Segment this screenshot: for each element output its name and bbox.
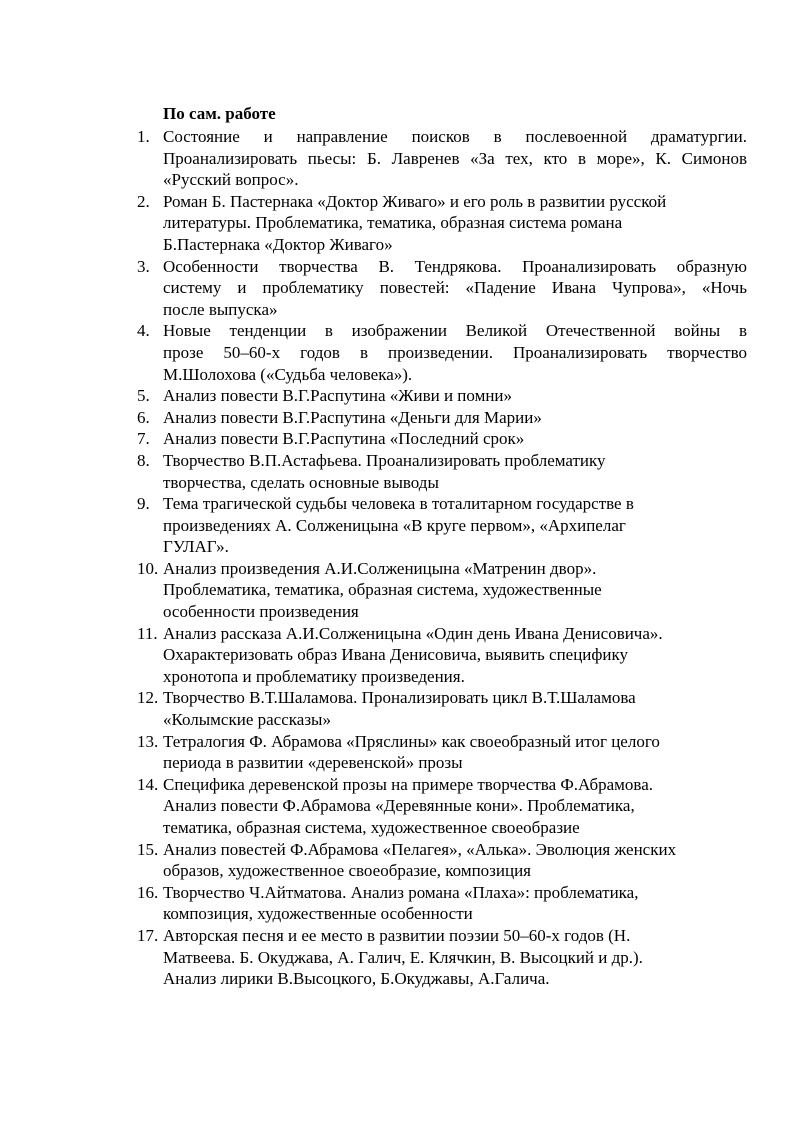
list-item bbox=[137, 774, 747, 839]
item-text-line: Б.Пастернака «Доктор Живаго» bbox=[163, 234, 393, 254]
list-item bbox=[137, 882, 747, 925]
item-text-line: Состояние и направление поисков в послевоенной драматургии. bbox=[163, 127, 747, 146]
item-text-line: Охарактеризовать образ Ивана Денисовича, выявить специфику bbox=[163, 645, 629, 665]
item-text-line: особенности произведения bbox=[163, 602, 359, 622]
item-text-line: Анализ рассказа А.И.Солженицына «Один день Ивана Денисовича». bbox=[163, 623, 663, 643]
item-text-line: Анализ повести Ф.Абрамова «Деревянные кони». Проблематика, bbox=[163, 796, 635, 816]
item-text-line: М.Шолохова («Судьба человека»). bbox=[163, 364, 413, 384]
list-item bbox=[137, 687, 747, 730]
item-text-line: произведениях А. Солженицына «В круге первом», «Архипелаг bbox=[163, 515, 626, 535]
item-number: 14. bbox=[137, 774, 159, 794]
item-text-line: «Русский вопрос». bbox=[163, 170, 299, 190]
list-item bbox=[137, 126, 747, 191]
item-number: 1. bbox=[137, 127, 150, 146]
item-text-line: литературы. Проблематика, тематика, образная система романа bbox=[163, 213, 623, 233]
item-text-line: Проанализировать пьесы: Б. Лавренев «За тех, кто в море», К. Симонов bbox=[163, 148, 747, 168]
item-text-line: Особенности творчества В. Тендрякова. Проанализировать образную bbox=[163, 256, 747, 276]
list-item bbox=[137, 450, 747, 493]
item-number: 7. bbox=[137, 429, 150, 449]
item-number: 17. bbox=[137, 925, 159, 945]
item-text-line: прозе 50–60-х годов в произведении. Проанализировать творчество bbox=[163, 342, 747, 362]
item-number: 4. bbox=[137, 321, 150, 341]
list-item bbox=[137, 428, 747, 450]
item-text-line: Тема трагической судьбы человека в тоталитарном государстве в bbox=[163, 494, 634, 514]
item-number: 5. bbox=[137, 386, 150, 406]
item-text-line: Специфика деревенской прозы на примере творчества Ф.Абрамова. bbox=[163, 774, 654, 794]
item-number: 2. bbox=[137, 191, 150, 211]
list-item bbox=[137, 191, 747, 256]
item-text-line: ГУЛАГ». bbox=[163, 537, 229, 557]
list-item bbox=[137, 256, 747, 321]
item-text-line: Проблематика, тематика, образная система, художественные bbox=[163, 580, 602, 600]
item-text-line: Авторская песня и ее место в развитии поэзии 50–60-х годов (Н. bbox=[163, 925, 631, 945]
list-item bbox=[137, 623, 747, 688]
item-text-line: Анализ повестей Ф.Абрамова «Пелагея», «Алька». Эволюция женских bbox=[163, 839, 677, 859]
list-item bbox=[137, 493, 747, 558]
item-number: 11. bbox=[137, 623, 158, 643]
item-text-line: образов, художественное своеобразие, композиция bbox=[163, 861, 531, 881]
item-text-line: композиция, художественные особенности bbox=[163, 904, 473, 924]
item-text-line: тематика, образная система, художественное своеобразие bbox=[163, 818, 580, 837]
item-text-line: Анализ произведения А.И.Солженицына «Матренин двор». bbox=[163, 558, 597, 578]
topic-list bbox=[137, 126, 747, 990]
page-heading: По сам. работе bbox=[163, 104, 276, 123]
item-text-line: периода в развитии «деревенской» прозы bbox=[163, 753, 463, 773]
item-text-line: Анализ лирики В.Высоцкого, Б.Окуджавы, А.Галича. bbox=[163, 969, 550, 989]
list-item bbox=[137, 385, 747, 407]
item-number: 16. bbox=[137, 882, 159, 902]
item-number: 9. bbox=[137, 494, 150, 514]
item-text-line: Роман Б. Пастернака «Доктор Живаго» и его роль в развитии русской bbox=[163, 191, 667, 211]
item-text-line: хронотопа и проблематику произведения. bbox=[163, 666, 465, 686]
item-text-line: Творчество Ч.Айтматова. Анализ романа «Плаха»: проблематика, bbox=[163, 882, 639, 902]
list-item bbox=[137, 407, 747, 429]
item-text-line: Анализ повести В.Г.Распутина «Живи и помни» bbox=[163, 386, 513, 406]
item-text-line: Творчество В.П.Астафьева. Проанализировать проблематику bbox=[163, 450, 606, 470]
item-text-line: Творчество В.Т.Шаламова. Пронализировать цикл В.Т.Шаламова bbox=[163, 688, 636, 708]
item-text-line: творчества, сделать основные выводы bbox=[163, 472, 439, 492]
item-number: 15. bbox=[137, 839, 159, 859]
item-text-line: Новые тенденции в изображении Великой Отечественной войны в bbox=[163, 321, 747, 341]
item-number: 12. bbox=[137, 688, 159, 708]
item-number: 6. bbox=[137, 407, 150, 427]
item-number: 8. bbox=[137, 450, 150, 470]
list-item bbox=[137, 558, 747, 623]
item-text-line: Анализ повести В.Г.Распутина «Деньги для Марии» bbox=[163, 407, 542, 427]
list-item bbox=[137, 320, 747, 385]
item-text-line: Матвеева. Б. Окуджава, А. Галич, Е. Клячкин, В. Высоцкий и др.). bbox=[163, 947, 643, 967]
list-item bbox=[137, 731, 747, 774]
item-text-line: «Колымские рассказы» bbox=[163, 710, 331, 730]
list-item bbox=[137, 839, 747, 882]
item-number: 13. bbox=[137, 731, 159, 751]
item-number: 3. bbox=[137, 256, 150, 276]
item-text-line: систему и проблематику повестей: «Падение Ивана Чупрова», «Ночь bbox=[163, 278, 747, 298]
list-item bbox=[137, 925, 747, 990]
item-text-line: Тетралогия Ф. Абрамова «Пряслины» как своеобразный итог целого bbox=[163, 731, 660, 751]
item-number: 10. bbox=[137, 558, 159, 578]
item-text-line: после выпуска» bbox=[163, 299, 278, 319]
item-text-line: Анализ повести В.Г.Распутина «Последний срок» bbox=[163, 429, 525, 449]
